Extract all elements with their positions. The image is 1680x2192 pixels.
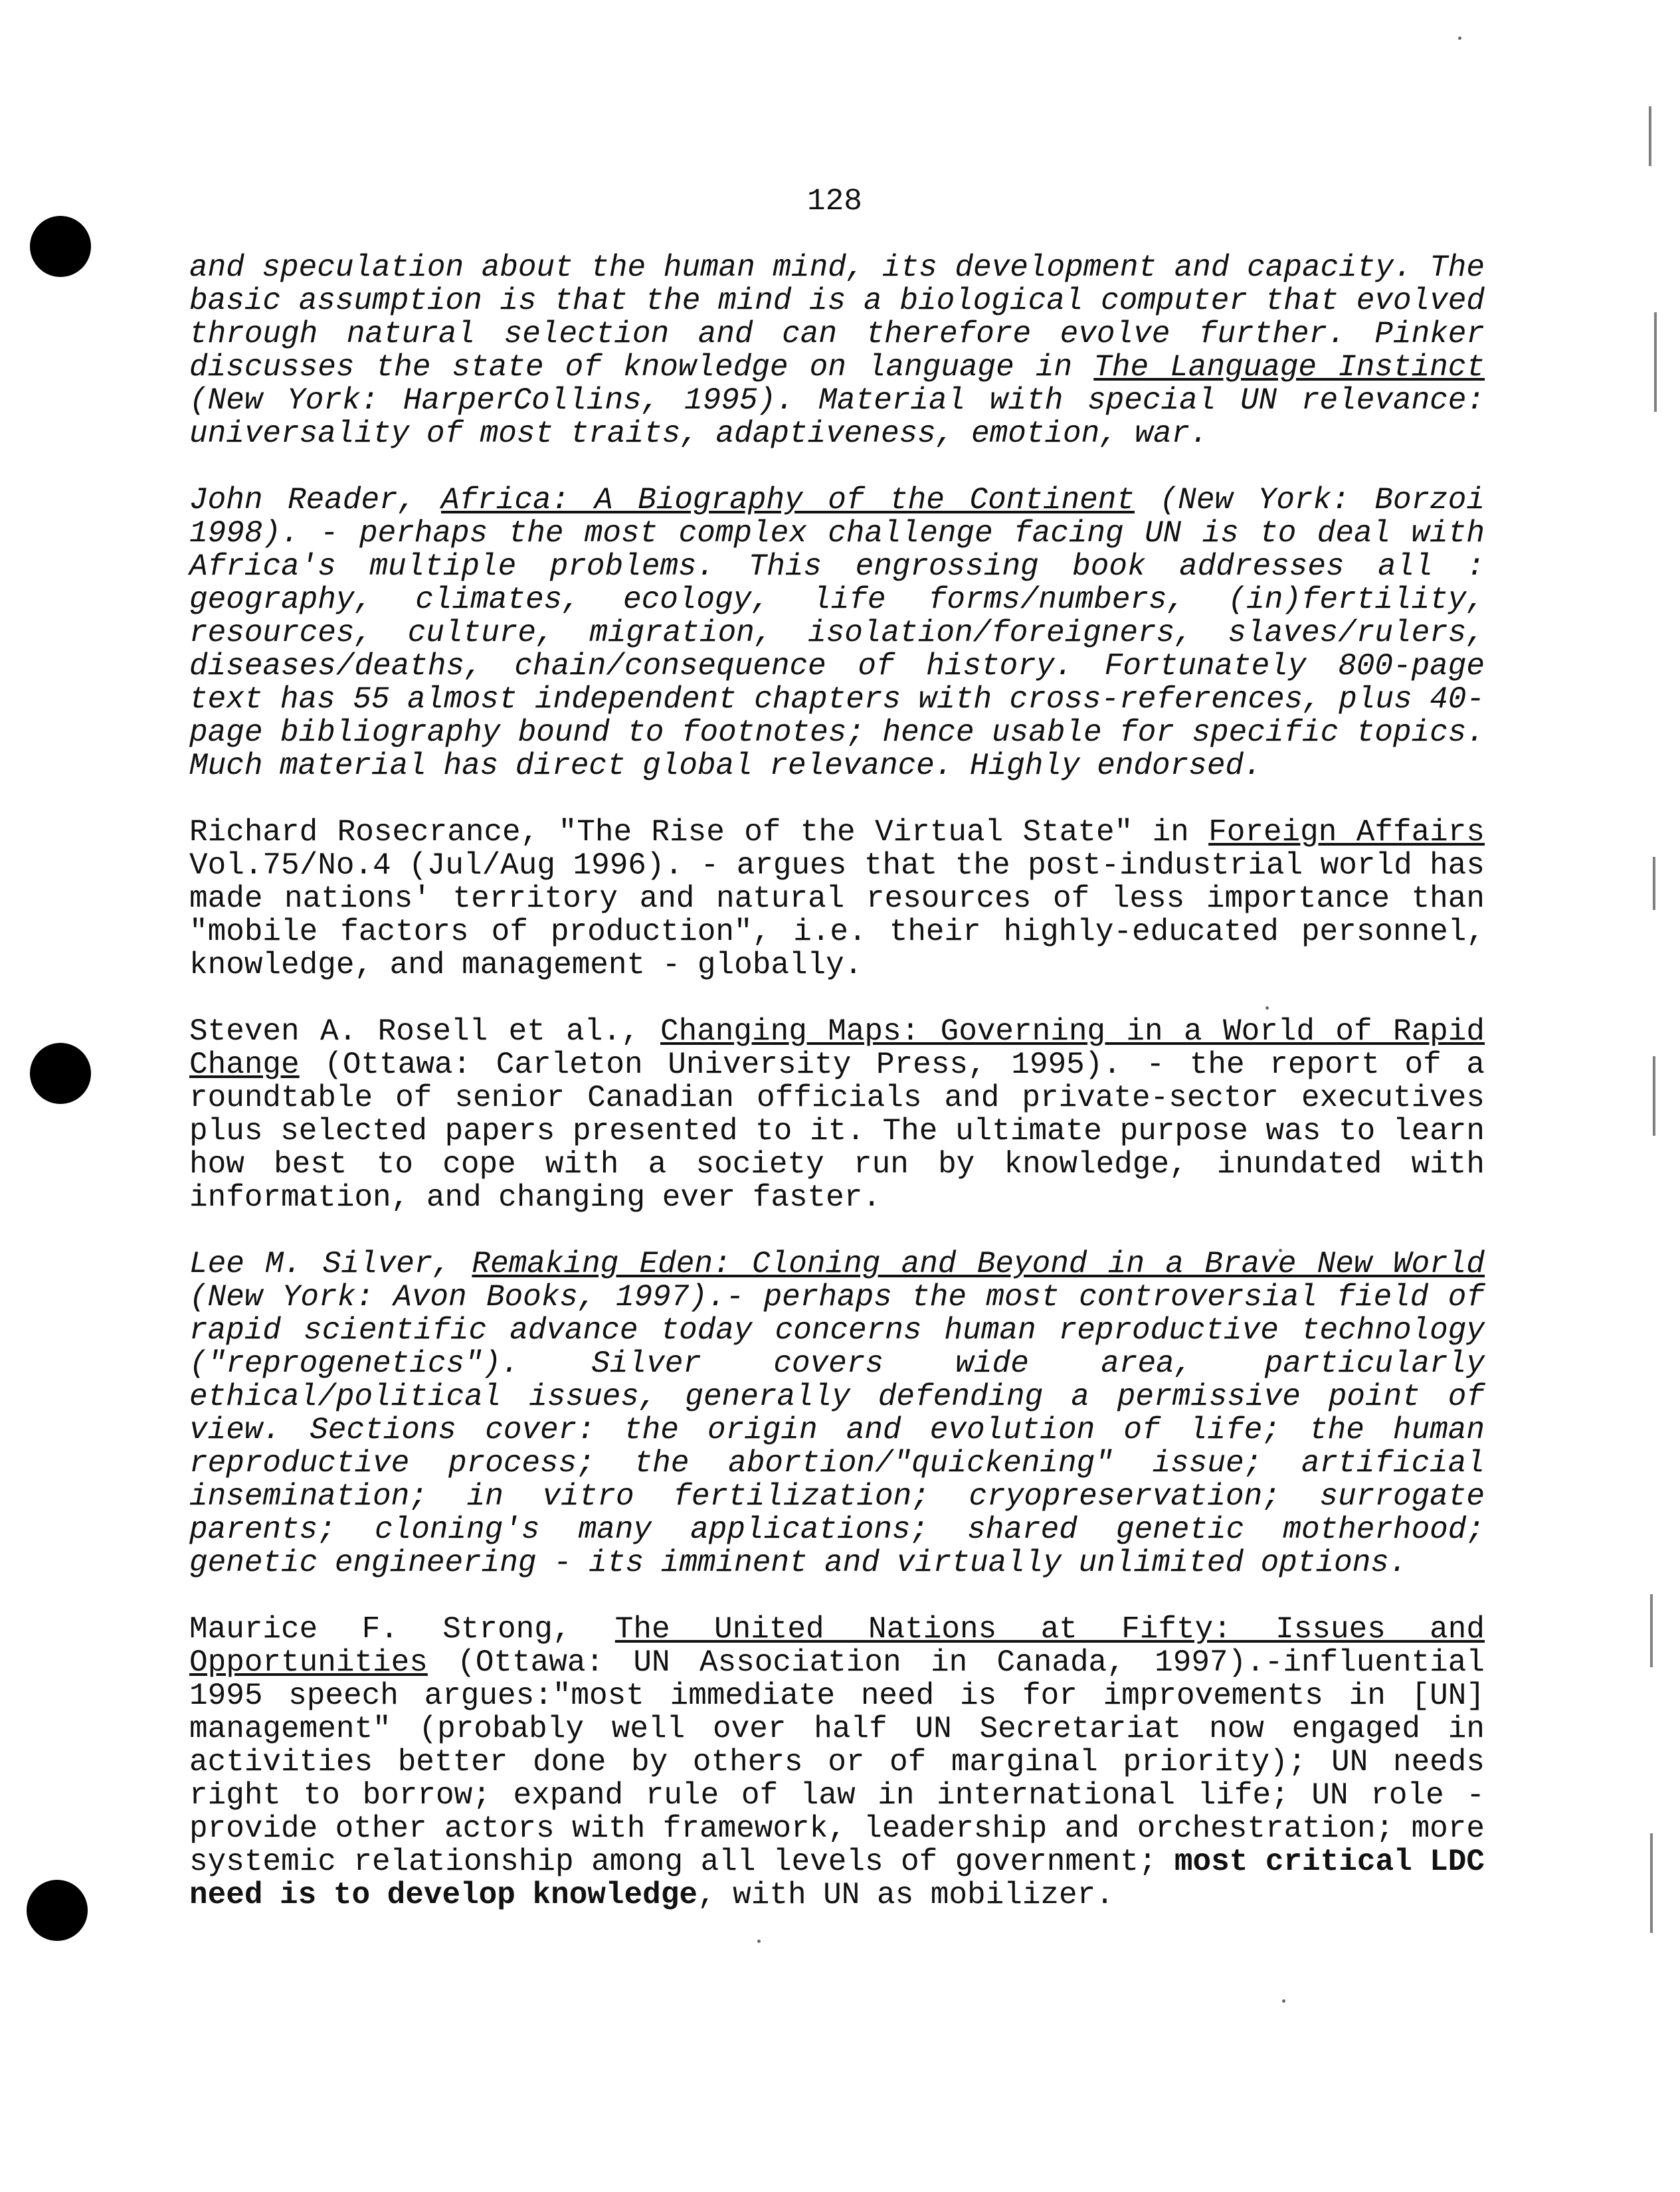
author-name: Maurice F. Strong, (189, 1612, 615, 1647)
entry-text: (New York: Borzoi 1998). - perhaps the most complex challenge facing UN is to deal with Africa's multiple problems. This engrossing book addresses all : geography, climates, ecology, life forms/numbers, (in)fertility, resources, culture, migration, isolation/foreigners, slaves/rulers, diseases/deaths, chain/consequence of history. Fortunately 800-page text has 55 almost independent chapters with cross-references, plus 40-page bibliography bound to footnotes; hence usable for specific topics. Much material has direct global relevance. Highly endorsed. (189, 483, 1485, 783)
punch-hole (30, 216, 91, 277)
journal-title: Foreign Affairs (1208, 815, 1485, 850)
bibliography-entry-silver (189, 1247, 1485, 1580)
scan-edge-mark (1650, 1594, 1653, 1667)
entry-text: (Ottawa: Carleton University Press, 1995). - the report of a roundtable of senior Canadian officials and private-sector executives plus selected papers presented to it. The ultimate purpose was to learn how best to cope with a society run by knowledge, inundated with information, and changing ever faster. (189, 1048, 1485, 1215)
author-name: Lee M. Silver, (189, 1247, 472, 1281)
book-title: The Language Instinct (1093, 350, 1485, 385)
page-number: 128 (807, 184, 862, 219)
book-title: Remaking Eden: Cloning and Beyond in a Brave New World (472, 1247, 1485, 1281)
bibliography-entry-strong (189, 1613, 1485, 1912)
entry-text: (New York: Avon Books, 1997).- perhaps the most controversial field of rapid scientific advance today concerns human reproductive technology ("reprogenetics"). Silver covers wide area, particularly ethical/political issues, generally defending a permissive point of view. Sections cover: the origin and evolution of life; the human reproductive process; the abortion/"quickening" issue; artificial insemination; in vitro fertilization; cryopreservation; surrogate parents; cloning's many applications; shared genetic motherhood; genetic engineering - its imminent and virtually unlimited options. (189, 1280, 1485, 1580)
scan-edge-mark (1654, 312, 1657, 412)
scan-edge-mark (1653, 857, 1655, 910)
scan-speck (1282, 1999, 1285, 2003)
scan-edge-mark (1653, 1056, 1655, 1136)
book-title: Changing Maps: Governing in a World of Rapid Change (189, 1014, 1485, 1082)
bibliography-entry-reader (189, 484, 1485, 782)
entry-text: (Ottawa: UN Association in Canada, 1997).-influential 1995 speech argues:"most immediate need is for improvements in [UN] management" (probably well over half UN Secretariat now engaged in activities better done by others or of marginal priority); UN needs right to borrow; expand rule of law in international life; UN role -provide other actors with framework, leadership and orchestration; more systemic relationship among all levels of government; (189, 1645, 1485, 1879)
scan-edge-mark (1650, 1833, 1653, 1933)
scan-speck (757, 1940, 761, 1943)
entry-text: (New York: HarperCollins, 1995). Material with special UN relevance: universality of most traits, adaptiveness, emotion, war. (189, 383, 1485, 451)
entry-text: , with UN as mobilizer. (697, 1878, 1114, 1912)
scan-edge-mark (1649, 106, 1651, 166)
bibliography-entry-pinker (189, 251, 1485, 450)
book-title: The United Nations at Fifty: Issues and Opportunities (189, 1612, 1485, 1680)
author-name: Steven A. Rosell et al., (189, 1014, 660, 1049)
punch-hole (27, 1880, 88, 1941)
author-name: Richard Rosecrance, "The Rise of the Virtual State" in (189, 815, 1209, 850)
entry-text: and speculation about the human mind, its development and capacity. The basic assumption is that the mind is a biological computer that evolved through natural selection and can therefore evolve further. Pinker discusses the state of knowledge on language in (189, 250, 1485, 385)
bibliography-entry-rosecrance (189, 816, 1485, 982)
book-title: Africa: A Biography of the Continent (440, 483, 1135, 517)
bibliography-entry-rosell (189, 1015, 1485, 1214)
scan-speck (1458, 37, 1461, 40)
bold-emphasis: most critical LDC need is to develop knowledge (189, 1845, 1485, 1912)
bibliography-list (189, 251, 1485, 1912)
punch-hole (30, 1043, 91, 1104)
author-name: John Reader, (189, 483, 441, 517)
entry-text: Vol.75/No.4 (Jul/Aug 1996). - argues that the post-industrial world has made nations' territory and natural resources of less importance than "mobile factors of production", i.e. their highly-educated personnel, knowledge, and management - globally. (189, 848, 1485, 982)
